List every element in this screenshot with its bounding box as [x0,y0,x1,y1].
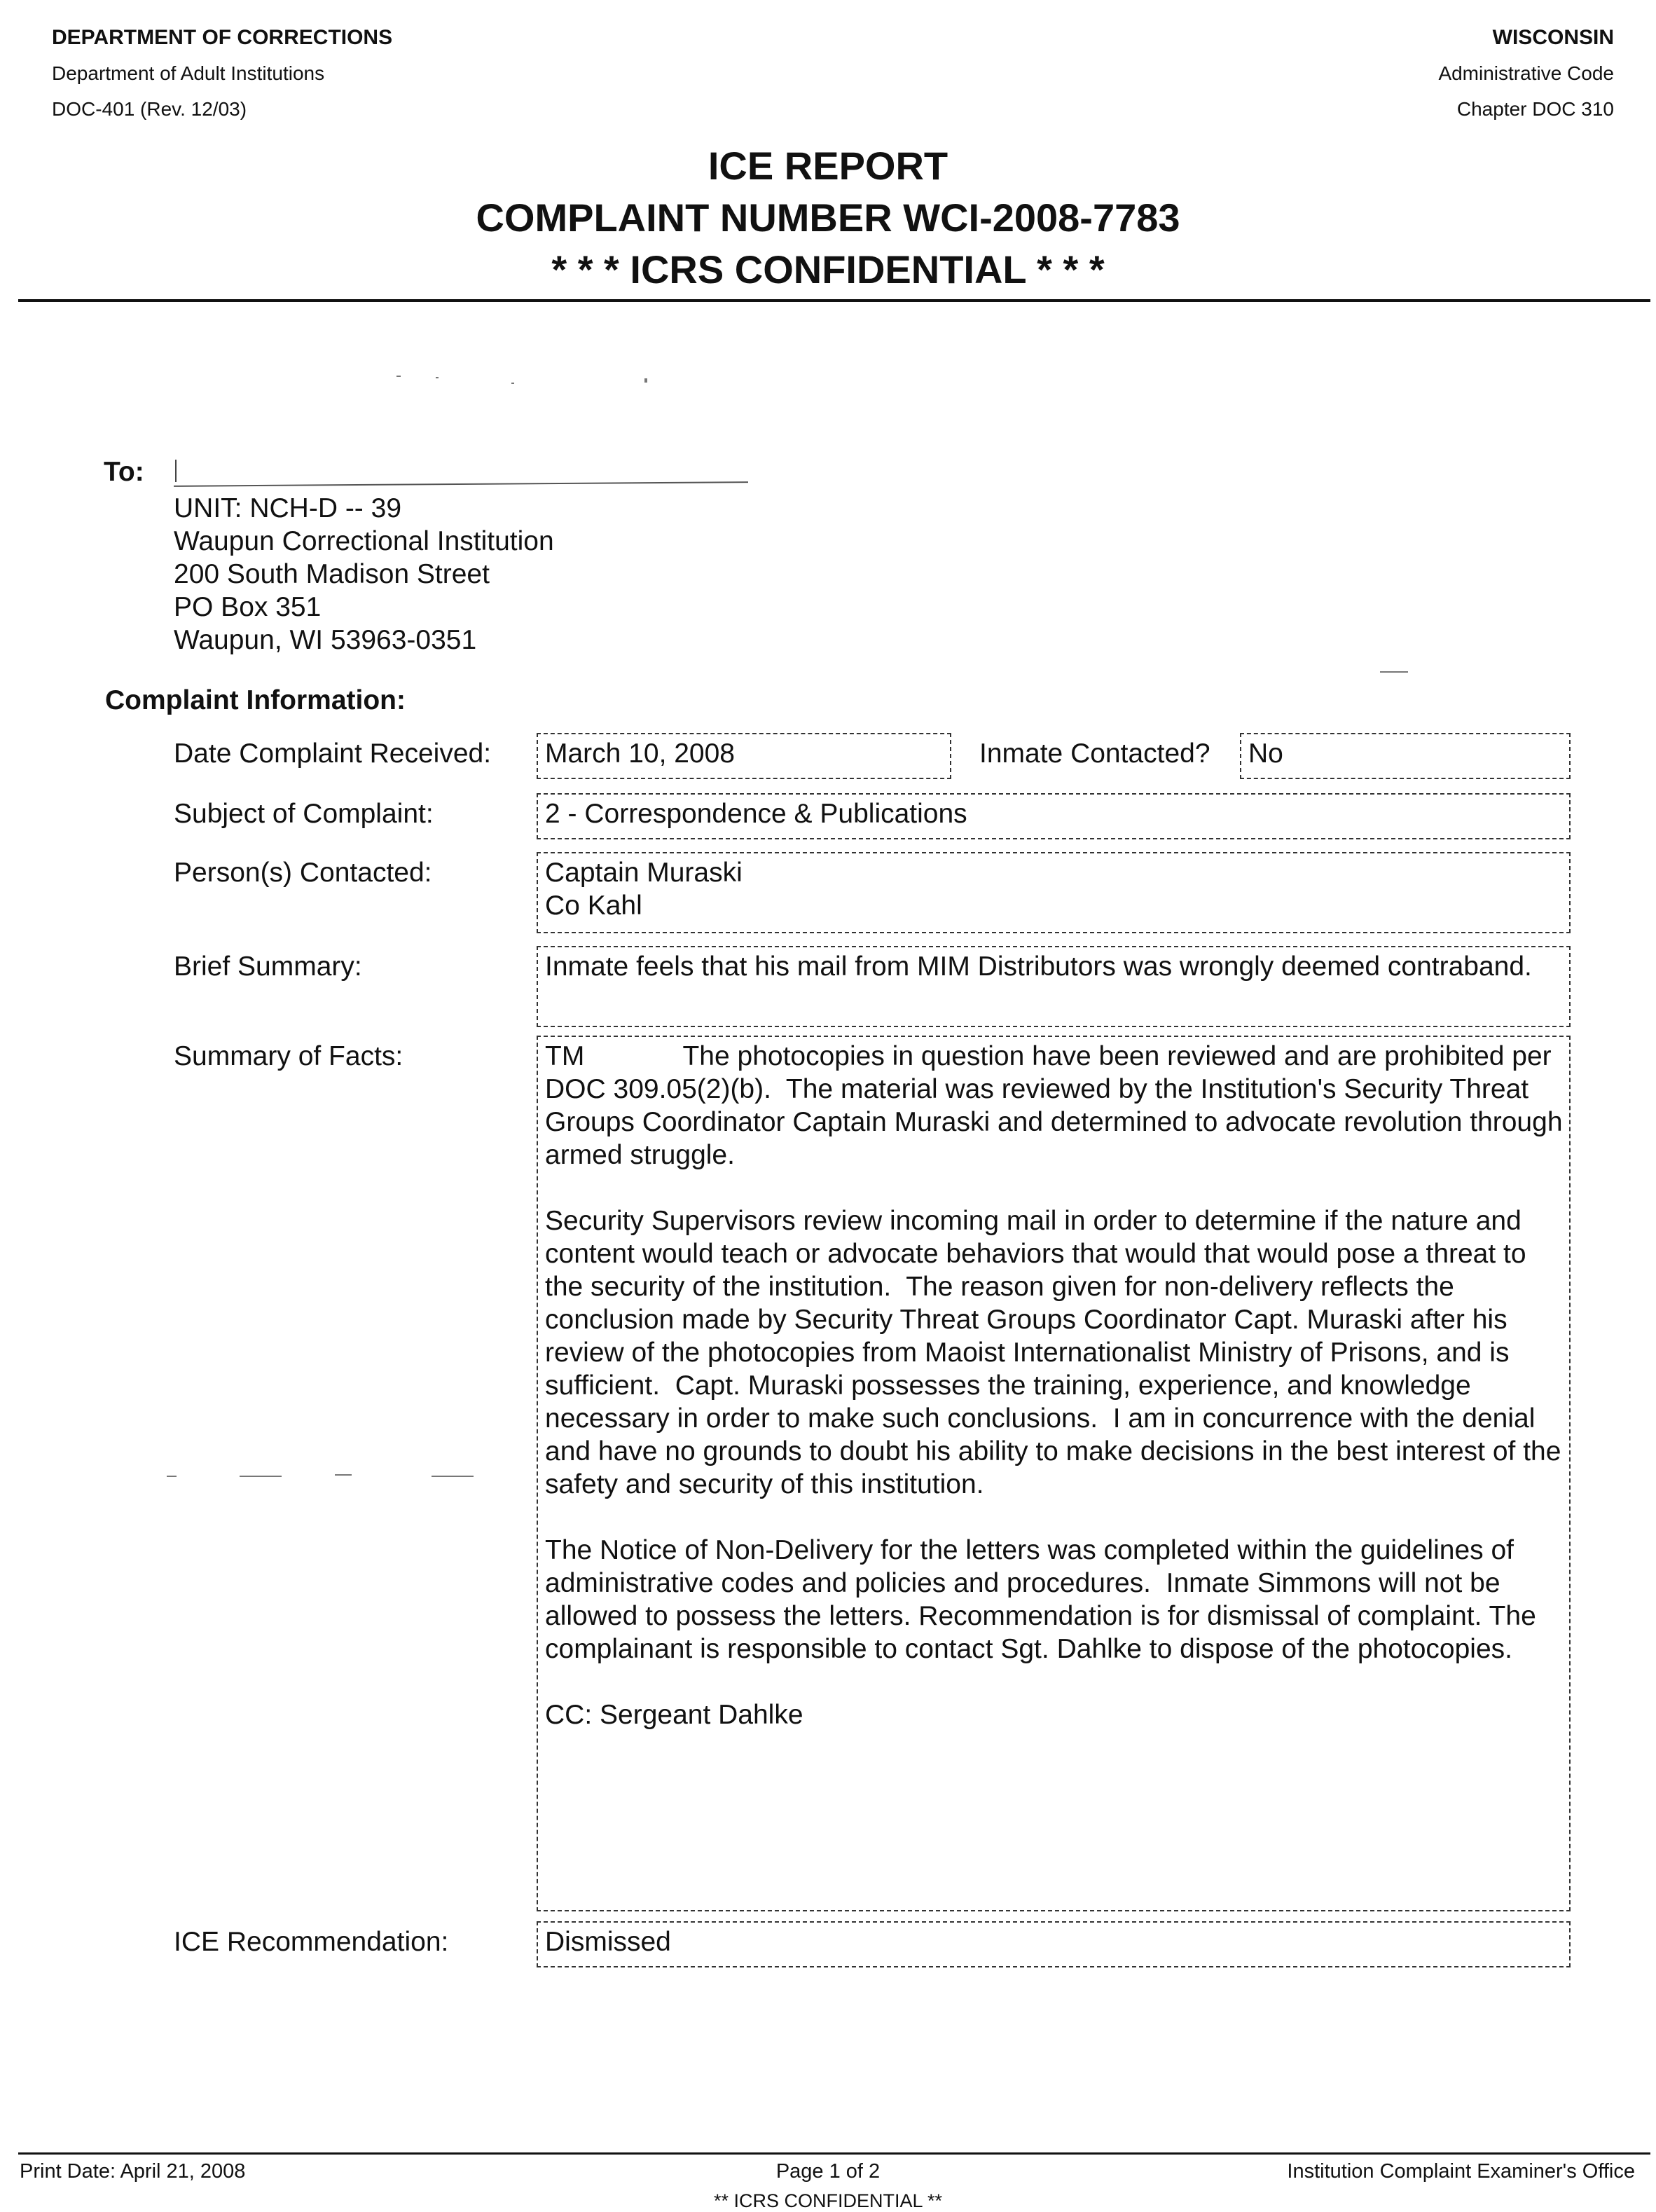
report-title [0,140,1656,296]
ice-recommendation-value: Dismissed [545,1927,671,1957]
date-received-label: Date Complaint Received: [174,739,492,769]
subject-value: 2 - Correspondence & Publications [545,799,967,829]
footer-divider [18,2152,1650,2155]
inmate-contacted-label: Inmate Contacted? [979,739,1210,769]
facts-paragraph: The Notice of Non-Delivery for the letters was completed within the guidelines of administrative codes and policies and procedures. Inmate Simmons will not be allowed to possess the letters. Recommendation is for dismissal of complaint. The complainant is responsible to contact Sgt. Dahlke to dispose of the photocopies. [545,1535,1544,1664]
title-divider [18,299,1650,302]
brief-summary-label: Brief Summary: [174,952,362,982]
scan-speck [1380,671,1408,673]
scan-speck [511,383,514,384]
complaint-section-title: Complaint Information: [105,685,406,715]
facts-paragraph: TM The photocopies in question have been reviewed and are prohibited per DOC 309.05(2)(b). The material was reviewed by the Institution's Security Threat Groups Coordinator Captain Muraski and determined to advocate revolution through armed struggle. [545,1041,1571,1170]
scan-speck [644,378,647,383]
form-number: DOC-401 (Rev. 12/03) [52,98,247,120]
to-label: To: [104,457,144,487]
scan-speck [436,377,439,378]
summary-of-facts-field [537,1036,1571,1911]
ice-recommendation-field [537,1921,1571,1967]
title-line-2: COMPLAINT NUMBER WCI-2008-7783 [476,195,1180,240]
facts-paragraph: CC: Sergeant Dahlke [545,1700,803,1730]
page-number: Page 1 of 2 [775,2160,881,2183]
brief-summary-value: Inmate feels that his mail from MIM Distributors was wrongly deemed contraband. [545,952,1532,982]
header-right [1438,20,1614,127]
department-name: DEPARTMENT OF CORRECTIONS [52,26,393,49]
scan-speck [432,1476,474,1477]
person-contacted: Captain Muraski [545,858,743,888]
footer-confidential: ** ICRS CONFIDENTIAL ** [713,2190,943,2211]
redacted-name-mark [175,460,177,482]
brief-summary-field [537,946,1571,1027]
title-line-3: * * * ICRS CONFIDENTIAL * * * [551,247,1105,291]
subject-label: Subject of Complaint: [174,799,434,829]
persons-contacted-field [537,852,1571,933]
ice-recommendation-label: ICE Recommendation: [174,1927,449,1957]
title-line-1: ICE REPORT [708,144,948,188]
inmate-contacted-field [1240,733,1571,779]
code-name: Administrative Code [1438,62,1614,84]
inmate-contacted-value: No [1248,739,1283,769]
facts-paragraph: Security Supervisors review incoming mail in order to determine if the nature and content would teach or advocate behaviors that would that would pose a threat to the security of the institution. The reason given for non-delivery reflects the conclusion made by Security Threat Groups Coordinator Capt. Muraski after his review of the photocopies from Maoist Internationalist Ministry of Prisons, and is sufficient. Capt. Muraski possesses the training, experience, and knowledge necessary in order to make such conclusions. I am in concurrence with the denial and have no grounds to doubt his ability to make decisions in the best interest of the safety and security of this institution. [545,1206,1569,1499]
chapter-name: Chapter DOC 310 [1456,98,1614,120]
unit-line: UNIT: NCH-D -- 39 [174,493,402,523]
division-name: Department of Adult Institutions [52,62,325,84]
address-line: PO Box 351 [174,592,322,622]
state-name: WISCONSIN [1492,26,1614,49]
subject-field [537,793,1571,839]
address-line: 200 South Madison Street [174,559,490,589]
scan-speck [240,1476,282,1477]
persons-contacted-label: Person(s) Contacted: [174,858,432,888]
redacted-name-line [174,481,748,487]
address-line: Waupun, WI 53963-0351 [174,625,477,655]
print-date: Print Date: April 21, 2008 [20,2160,246,2183]
scan-speck [335,1474,352,1476]
address-line: Waupun Correctional Institution [174,526,554,556]
summary-of-facts-label: Summary of Facts: [174,1041,403,1071]
date-received-value: March 10, 2008 [545,739,736,769]
examiner-office: Institution Complaint Examiner's Office [1287,2160,1635,2183]
scan-speck [396,376,401,377]
scan-speck [167,1476,177,1477]
recipient-address [174,492,554,657]
person-contacted: Co Kahl [545,891,642,921]
header-left [52,20,392,127]
date-received-field [537,733,951,779]
